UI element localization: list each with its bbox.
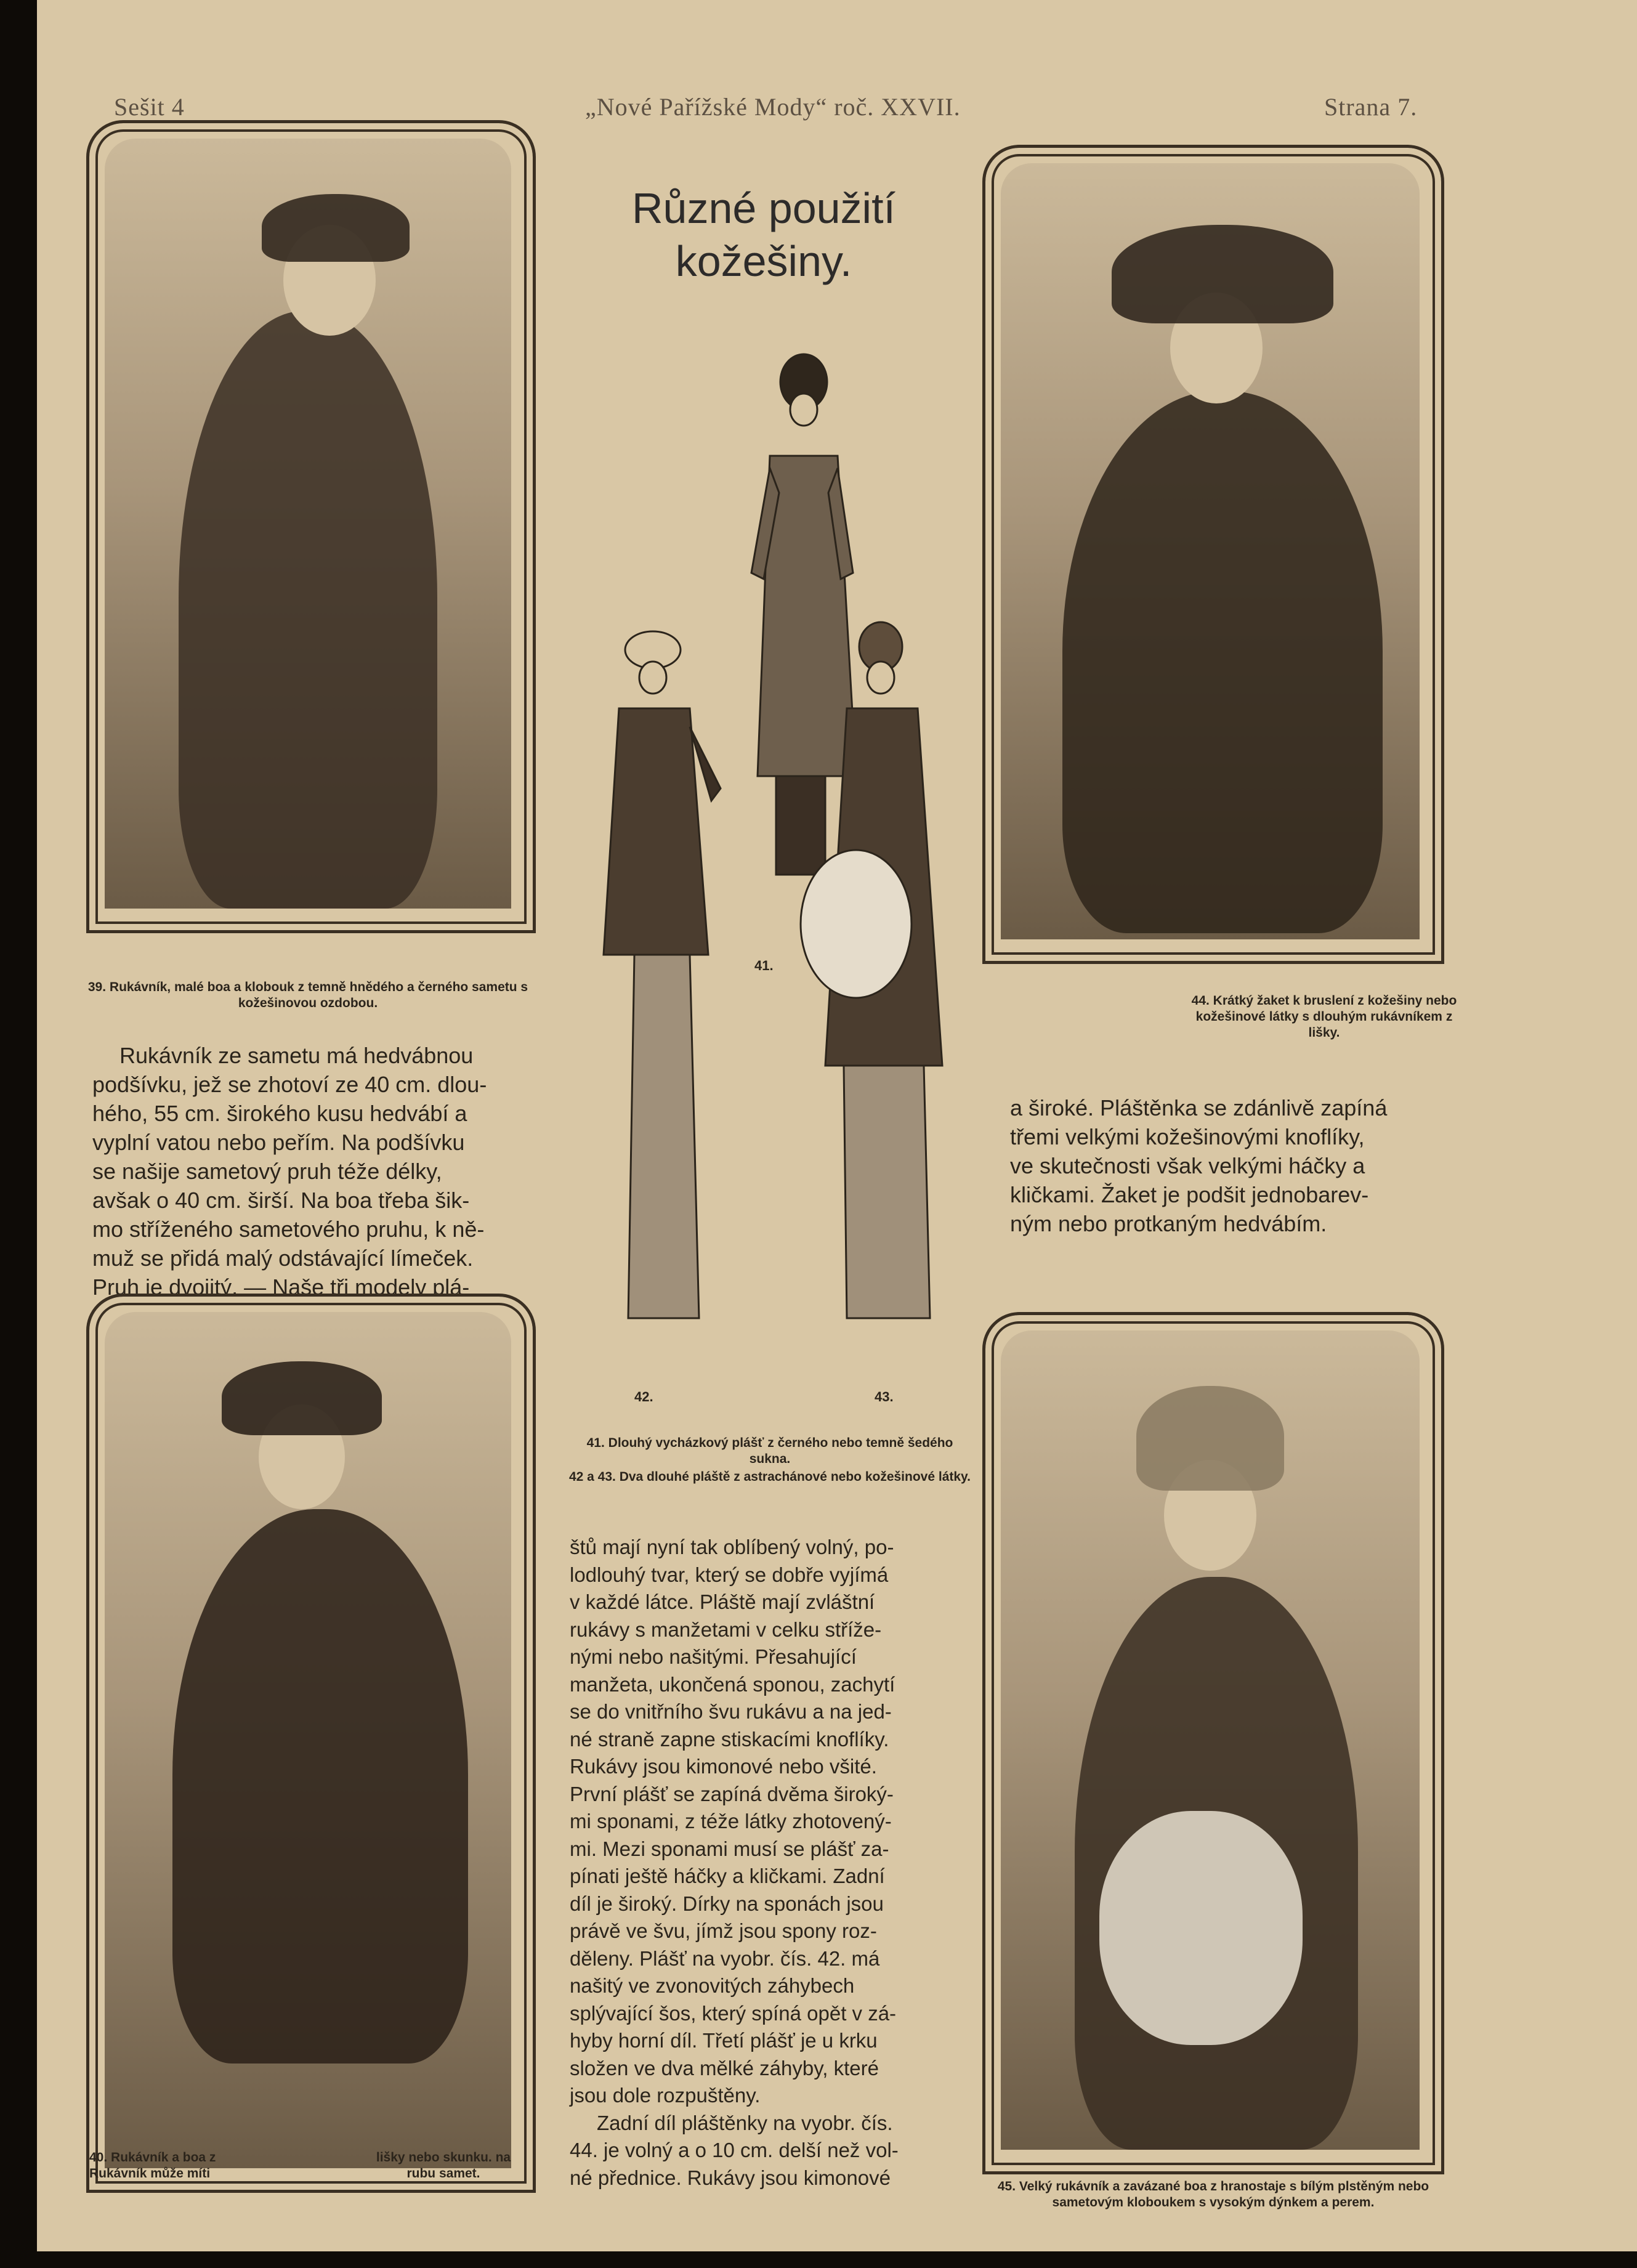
title-line-2: kožešiny. xyxy=(675,237,852,285)
caption-41: 41. Dlouhý vycházkový plášť z černého nebo temně šedého sukna. xyxy=(586,1436,953,1466)
header-issue: Sešit 4 xyxy=(114,93,185,121)
sketch-42 xyxy=(604,631,721,1318)
text-line: jsou dole rozpuštěny. xyxy=(570,2084,761,2107)
text-line: lodlouhý tvar, který se dobře vyjímá xyxy=(570,1563,889,1586)
text-line: díl je široký. Dírky na sponách jsou xyxy=(570,1892,884,1915)
text-line: rukávy s manžetami v celku stříže- xyxy=(570,1618,882,1641)
text-line: pínati ještě háčky a kličkami. Zadní xyxy=(570,1865,885,1887)
text-line: hyby horní díl. Třetí plášť je u krku xyxy=(570,2029,878,2052)
photo-40 xyxy=(105,1312,511,2168)
text-line: splývající šos, který spíná opět v zá- xyxy=(570,2001,897,2025)
photo-45 xyxy=(1001,1330,1420,2150)
caption-44: 44. Krátký žaket k bruslení z kožešiny nebo kožešinové látky s dlouhým rukávníkem z lišky. xyxy=(1191,994,1457,1040)
caption-39: 39. Rukávník, malé boa a klobouk z temně hnědého a černého sametu s kožešinovou ozdobou. xyxy=(87,980,528,1010)
header-magazine: „Nové Pařížské Mody“ roč. XXVII. xyxy=(585,93,961,121)
text-line: právě ve švu, jímž jsou spony roz- xyxy=(570,1919,877,1942)
text-line: ným nebo protkaným hedvábím. xyxy=(1010,1211,1327,1236)
text-column-left xyxy=(92,1041,523,1302)
text-line: 44. je volný a o 10 cm. delší než vol- xyxy=(570,2139,899,2161)
figure-number-41: 41. xyxy=(754,958,774,973)
text-column-right xyxy=(1010,1093,1441,1238)
caption-40-right: lišky nebo skunku. na rubu samet. xyxy=(376,2150,511,2181)
text-line: mi. Mezi sponami musí se plášť za- xyxy=(570,1837,889,1860)
text-line: muž se přidá malý odstávající límeček. xyxy=(92,1245,474,1271)
figure-number-43: 43. xyxy=(875,1389,894,1404)
text-line: podšívku, jež se zhotoví ze 40 cm. dlou- xyxy=(92,1072,487,1097)
text-line: ve skutečnosti však velkými háčky a xyxy=(1010,1153,1365,1178)
photo-39 xyxy=(105,139,511,909)
text-line: našitý ve zvonovitých záhybech xyxy=(570,1974,855,1997)
caption-42-43: 42 a 43. Dva dlouhé pláště z astrachánové nebo kožešinové látky. xyxy=(568,1470,971,1484)
text-line: né přednice. Rukávy jsou kimonové xyxy=(570,2166,891,2189)
text-line: mi sponami, z téže látky zhotovený- xyxy=(570,1810,892,1833)
text-line: se našije sametový pruh téže délky, xyxy=(92,1159,442,1184)
text-line: Rukávy jsou kimonové nebo všité. xyxy=(570,1755,877,1778)
text-line: nými nebo našitými. Přesahující xyxy=(570,1645,857,1668)
text-line: složen ve dva mělké záhyby, které xyxy=(570,2056,879,2080)
header-page-number: Strana 7. xyxy=(1324,93,1418,121)
figure-number-42: 42. xyxy=(634,1389,653,1404)
text-line: První plášť se zapíná dvěma široký- xyxy=(570,1782,894,1805)
text-line: Rukávník ze sametu má hedvábnou xyxy=(119,1043,474,1068)
text-line: Pruh je dvojitý. — Naše tři modely plá- xyxy=(92,1274,470,1300)
text-line: se do vnitřního švu rukávu a na jed- xyxy=(570,1700,892,1723)
caption-40-left: 40. Rukávník a boa z Rukávník může míti xyxy=(89,2150,216,2181)
text-line: Zadní díl pláštěnky na vyobr. čís. xyxy=(597,2111,893,2134)
text-line: mo stříženého sametového pruhu, k ně- xyxy=(92,1217,485,1242)
article-title xyxy=(591,182,936,288)
photo-44 xyxy=(1001,163,1420,939)
sketch-41 xyxy=(751,354,856,875)
text-line: štů mají nyní tak oblíbený volný, po- xyxy=(570,1536,894,1558)
title-line-1: Různé použití xyxy=(631,184,896,232)
text-line: vyplní vatou nebo peřím. Na podšívku xyxy=(92,1130,465,1155)
text-line: v každé látce. Pláště mají zvláštní xyxy=(570,1590,875,1613)
text-line: né straně zapne stiskacími knoflíky. xyxy=(570,1727,889,1751)
caption-45: 45. Velký rukávník a zavázané boa z hranostaje s bílým plstěným nebo sametovým kloboukem s vysokým dýnkem a perem. xyxy=(997,2179,1429,2209)
text-line: kličkami. Žaket je podšit jednobarev- xyxy=(1010,1182,1369,1207)
text-line: a široké. Pláštěnka se zdánlivě zapíná xyxy=(1010,1095,1388,1120)
text-line: hého, 55 cm. širokého kusu hedvábí a xyxy=(92,1101,467,1126)
text-line: avšak o 40 cm. širší. Na boa třeba šik- xyxy=(92,1188,470,1213)
text-column-middle xyxy=(570,1534,970,2192)
text-line: děleny. Plášť na vyobr. čís. 42. má xyxy=(570,1946,880,1970)
text-line: třemi velkými kožešinovými knoflíky, xyxy=(1010,1124,1365,1149)
text-line: manžeta, ukončená sponou, zachytí xyxy=(570,1672,895,1696)
